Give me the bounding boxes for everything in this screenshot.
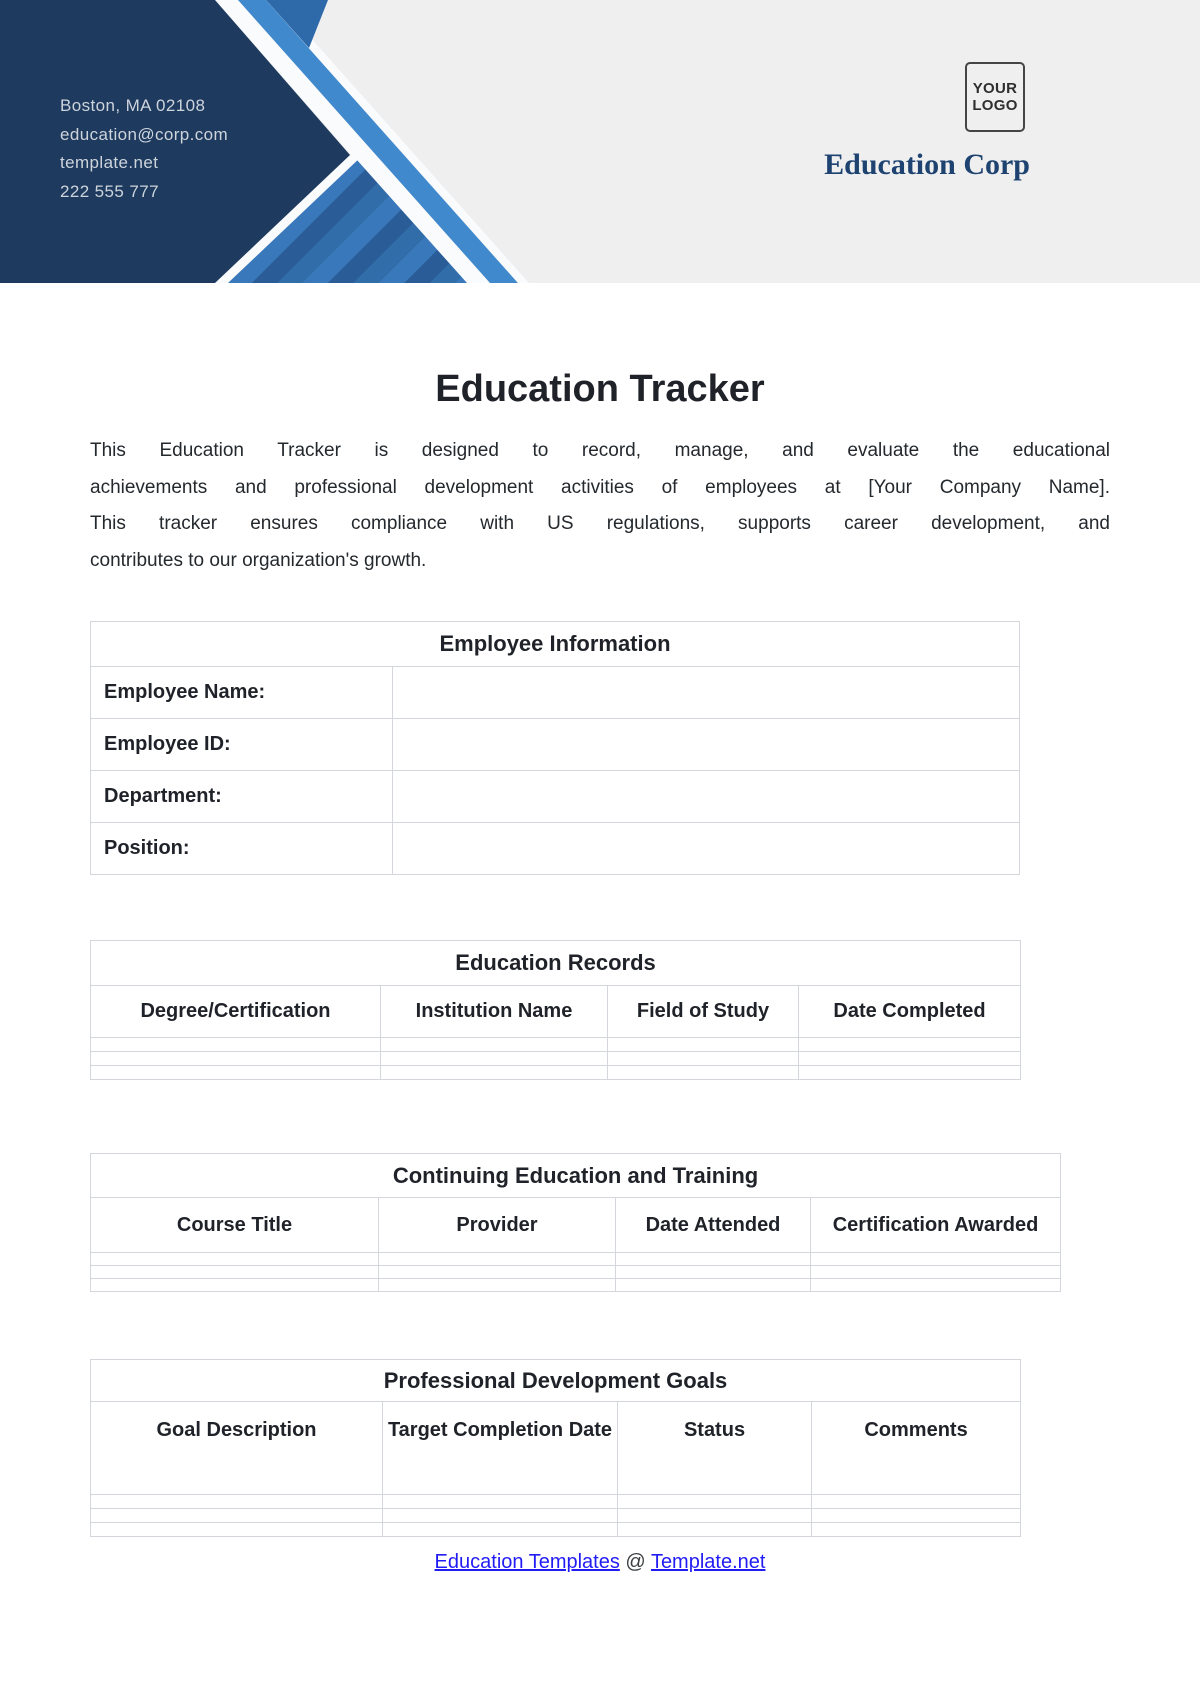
empty-cell: [608, 1038, 799, 1052]
column-header-row: [91, 986, 1021, 1038]
empty-cell: [91, 1266, 379, 1279]
column-header-target-completion-date: Target Completion Date: [383, 1402, 618, 1495]
column-header-degree: Degree/Certification: [91, 986, 381, 1038]
column-header-certification-awarded: Certification Awarded: [811, 1198, 1061, 1253]
empty-row: [91, 1279, 1061, 1292]
field-label-department: Department:: [91, 771, 393, 823]
column-header-provider: Provider: [379, 1198, 616, 1253]
field-label-employee-name: Employee Name:: [91, 667, 393, 719]
empty-row: [91, 1523, 1021, 1537]
contact-email: education@corp.com: [60, 124, 229, 144]
employee-information-table: [90, 621, 1020, 875]
empty-cell: [91, 1523, 383, 1537]
empty-cell: [616, 1253, 811, 1266]
footer: [90, 1551, 1110, 1574]
intro-line: achievements and professional development activities of employees at [Your Company Name].: [90, 476, 1110, 498]
empty-cell: [91, 1066, 381, 1080]
empty-row: [91, 1509, 1021, 1523]
template-net-link[interactable]: Template.net: [650, 1551, 766, 1573]
page-title: Education Tracker: [435, 368, 765, 410]
empty-cell: [379, 1253, 616, 1266]
column-header-course-title: Course Title: [91, 1198, 379, 1253]
empty-cell: [383, 1495, 618, 1509]
empty-cell: [383, 1523, 618, 1537]
field-value-employee-name: [393, 667, 1020, 719]
empty-cell: [618, 1509, 812, 1523]
empty-cell: [383, 1509, 618, 1523]
empty-cell: [812, 1523, 1021, 1537]
empty-cell: [91, 1253, 379, 1266]
column-header-institution: Institution Name: [381, 986, 608, 1038]
empty-cell: [811, 1266, 1061, 1279]
company-name: Education Corp: [824, 148, 1030, 181]
empty-cell: [608, 1052, 799, 1066]
empty-row: [91, 1253, 1061, 1266]
column-header-date-completed: Date Completed: [799, 986, 1021, 1038]
empty-row: [91, 1066, 1021, 1080]
education-records-table: [90, 940, 1021, 1080]
column-header-field-of-study: Field of Study: [608, 986, 799, 1038]
empty-cell: [811, 1279, 1061, 1292]
empty-cell: [616, 1279, 811, 1292]
field-label-position: Position:: [91, 823, 393, 875]
table-title-employee-information: Employee Information: [91, 622, 1020, 667]
empty-cell: [618, 1523, 812, 1537]
field-value-position: [393, 823, 1020, 875]
empty-cell: [381, 1052, 608, 1066]
table-row: [91, 667, 1020, 719]
column-header-row: [91, 1198, 1061, 1253]
column-header-goal-description: Goal Description: [91, 1402, 383, 1495]
empty-cell: [812, 1495, 1021, 1509]
empty-row: [91, 1038, 1021, 1052]
table-row: [91, 719, 1020, 771]
column-header-status: Status: [618, 1402, 812, 1495]
empty-cell: [91, 1052, 381, 1066]
contact-address: Boston, MA 02108: [60, 96, 206, 115]
empty-cell: [91, 1279, 379, 1292]
header-banner: [0, 0, 1200, 283]
contact-phone: 222 555 777: [60, 181, 159, 201]
column-header-comments: Comments: [812, 1402, 1021, 1495]
empty-cell: [799, 1066, 1021, 1080]
empty-row: [91, 1495, 1021, 1509]
table-title-development-goals: Professional Development Goals: [91, 1360, 1021, 1402]
contact-info: [60, 92, 228, 206]
table-row: [91, 823, 1020, 875]
footer-at-symbol: @: [625, 1551, 646, 1573]
contact-website: template.net: [60, 153, 159, 172]
intro-line: This tracker ensures compliance with US regulations, supports career development, and: [90, 513, 1110, 534]
logo-text-line1: YOUR: [972, 80, 1018, 97]
table-title-continuing-education: Continuing Education and Training: [91, 1154, 1061, 1198]
empty-row: [91, 1266, 1061, 1279]
empty-cell: [608, 1066, 799, 1080]
empty-cell: [799, 1052, 1021, 1066]
empty-cell: [91, 1495, 383, 1509]
column-header-date-attended: Date Attended: [616, 1198, 811, 1253]
empty-cell: [381, 1066, 608, 1080]
logo-text-line2: LOGO: [972, 97, 1018, 114]
field-label-employee-id: Employee ID:: [91, 719, 393, 771]
empty-cell: [91, 1509, 383, 1523]
field-value-employee-id: [393, 719, 1020, 771]
table-title-education-records: Education Records: [91, 941, 1021, 986]
empty-cell: [616, 1266, 811, 1279]
field-value-department: [393, 771, 1020, 823]
intro-paragraph: [90, 433, 1110, 579]
development-goals-table: [90, 1359, 1021, 1537]
empty-cell: [799, 1038, 1021, 1052]
empty-cell: [812, 1509, 1021, 1523]
empty-cell: [379, 1279, 616, 1292]
empty-cell: [91, 1038, 381, 1052]
column-header-row: [91, 1402, 1021, 1495]
logo-placeholder: [965, 62, 1025, 132]
empty-cell: [381, 1038, 608, 1052]
empty-cell: [379, 1266, 616, 1279]
empty-cell: [618, 1495, 812, 1509]
education-templates-link[interactable]: Education Templates: [434, 1551, 620, 1573]
intro-line: contributes to our organization's growth.: [90, 549, 427, 571]
document-content: [0, 368, 1200, 1574]
table-row: [91, 771, 1020, 823]
continuing-education-table: [90, 1153, 1061, 1292]
empty-cell: [811, 1253, 1061, 1266]
intro-line: This Education Tracker is designed to record, manage, and evaluate the educational: [90, 440, 1110, 461]
empty-row: [91, 1052, 1021, 1066]
